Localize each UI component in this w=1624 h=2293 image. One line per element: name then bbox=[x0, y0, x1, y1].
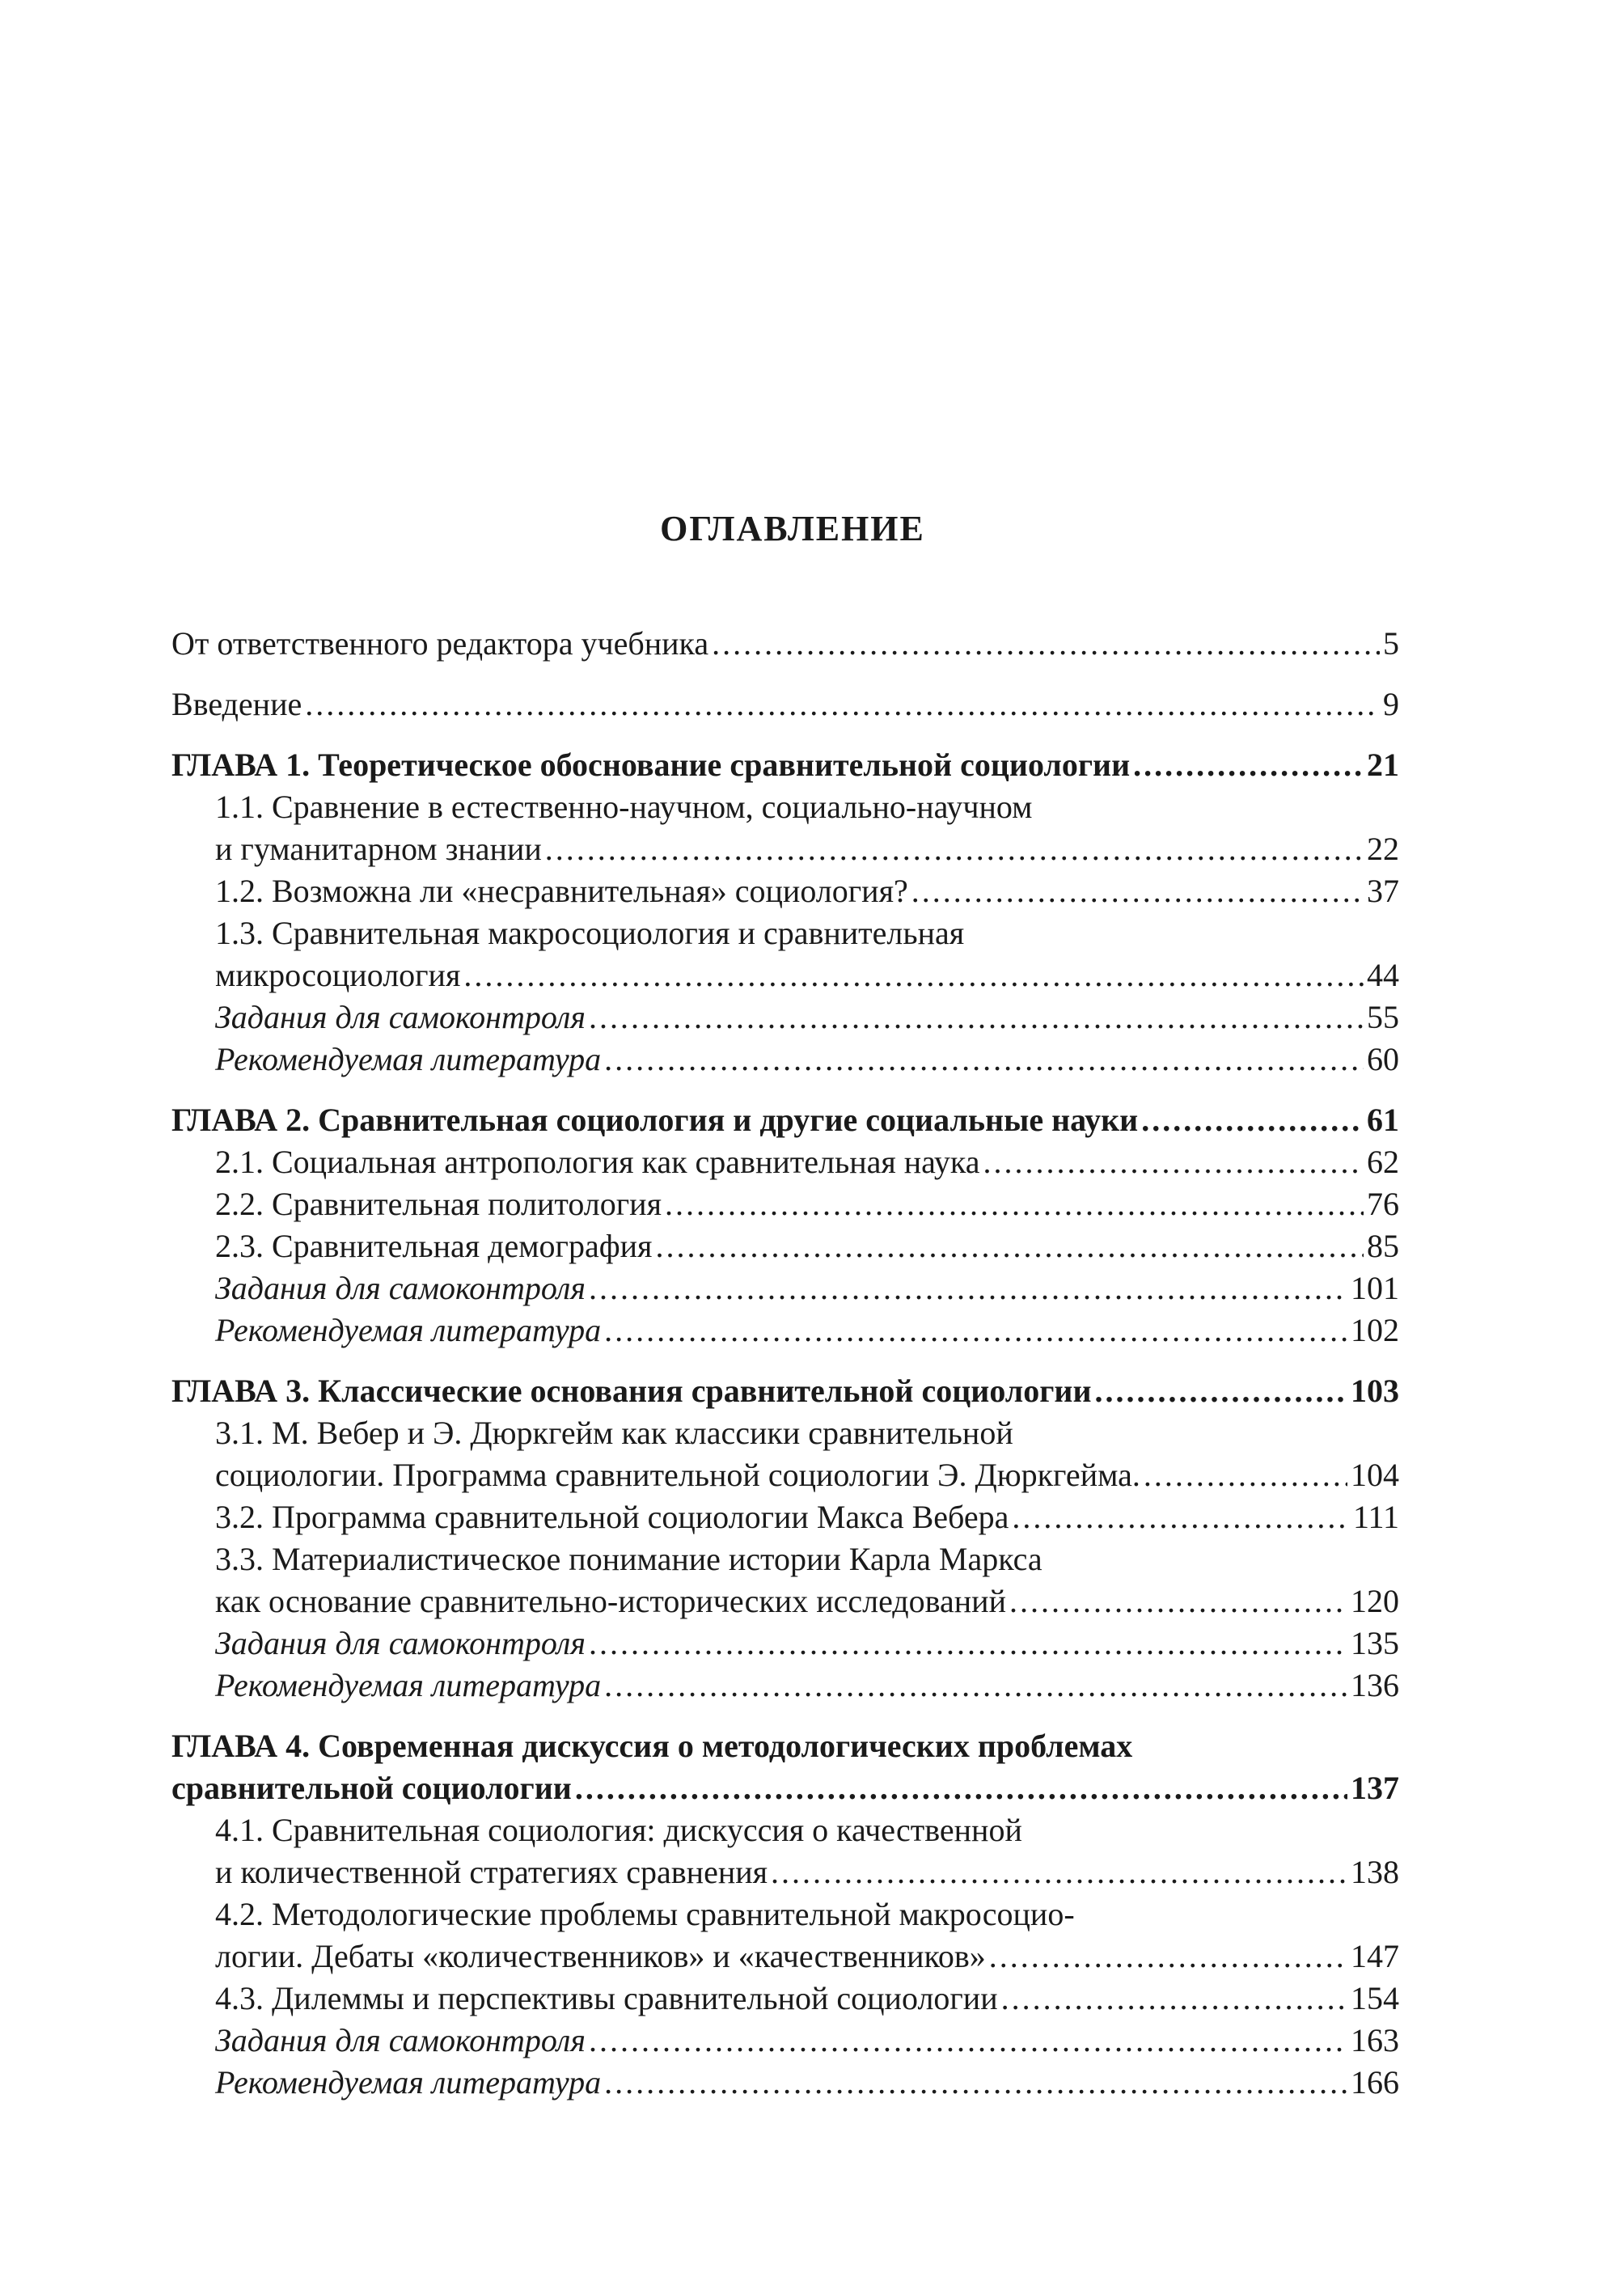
toc-entry-page: 22 bbox=[1367, 831, 1399, 867]
leader-dots bbox=[305, 683, 1380, 726]
chapter-heading[interactable] bbox=[171, 1370, 1399, 1412]
toc-entry-text: Рекомендуемая литература bbox=[215, 1041, 602, 1077]
toc-entry-text: Рекомендуемая литература bbox=[215, 1312, 602, 1348]
toc-entry[interactable] bbox=[171, 1141, 1399, 1183]
leader-dots bbox=[989, 1936, 1347, 1978]
toc-entry-text: социологии. Программа сравнительной социологии Э. Дюркгейма. bbox=[215, 1457, 1140, 1493]
chapter-heading[interactable] bbox=[171, 1099, 1399, 1141]
toc-entry-text: 1.2. Возможна ли «несравнительная» социология? bbox=[215, 873, 908, 909]
front-matter-intro bbox=[171, 683, 1399, 726]
leader-dots bbox=[1133, 744, 1364, 786]
leader-dots bbox=[604, 1665, 1347, 1707]
toc-entry-text: как основание сравнительно-исторических исследований bbox=[215, 1583, 1006, 1619]
toc-entry-text: 2.3. Сравнительная демография bbox=[215, 1228, 653, 1264]
toc-entry-literature[interactable] bbox=[171, 2062, 1399, 2104]
toc-entry-text: Рекомендуемая литература bbox=[215, 1667, 602, 1703]
toc-entry[interactable] bbox=[171, 912, 1399, 954]
chapter-3 bbox=[171, 1370, 1399, 1707]
chapter-heading[interactable] bbox=[171, 1725, 1399, 1767]
toc-entry-text: 1.1. Сравнение в естественно-научном, социально-научном bbox=[215, 789, 1033, 825]
toc-entry-text: Задания для самоконтроля bbox=[215, 1270, 586, 1306]
toc-entry[interactable] bbox=[171, 1851, 1399, 1893]
leader-dots bbox=[655, 1225, 1364, 1267]
toc-entry[interactable] bbox=[171, 1809, 1399, 1851]
toc-entry-text: 4.1. Сравнительная социология: дискуссия о качественной bbox=[215, 1812, 1022, 1848]
toc-entry-text: Задания для самоконтроля bbox=[215, 2022, 586, 2058]
toc-entry-introduction[interactable] bbox=[171, 683, 1399, 726]
toc-entry[interactable] bbox=[171, 1580, 1399, 1622]
toc-entry-page: 76 bbox=[1367, 1186, 1399, 1222]
chapter-heading-text: ГЛАВА 4. Современная дискуссия о методологических проблемах bbox=[171, 1728, 1133, 1764]
toc-entry-text: Введение bbox=[171, 686, 302, 722]
toc-entry-page: 55 bbox=[1367, 999, 1399, 1035]
front-matter bbox=[171, 623, 1399, 665]
toc-entry[interactable] bbox=[171, 828, 1399, 870]
toc-entry-page: 85 bbox=[1367, 1228, 1399, 1264]
toc-entry-self-check[interactable] bbox=[171, 1622, 1399, 1665]
toc-entry-page: 163 bbox=[1351, 2022, 1399, 2058]
chapter-heading-text: ГЛАВА 1. Теоретическое обоснование сравнительной социологии bbox=[171, 747, 1131, 783]
toc-entry-self-check[interactable] bbox=[171, 996, 1399, 1039]
toc-entry-page: 9 bbox=[1383, 686, 1399, 722]
leader-dots bbox=[1001, 1978, 1347, 2020]
toc-entry-text: 3.1. М. Вебер и Э. Дюркгейм как классики сравнительной bbox=[215, 1415, 1013, 1451]
chapter-page: 137 bbox=[1351, 1770, 1399, 1806]
leader-dots bbox=[712, 623, 1380, 665]
leader-dots bbox=[589, 1622, 1347, 1665]
toc-entry-self-check[interactable] bbox=[171, 2020, 1399, 2062]
toc-entry-page: 136 bbox=[1351, 1667, 1399, 1703]
leader-dots bbox=[1141, 1099, 1364, 1141]
toc-entry-text: Задания для самоконтроля bbox=[215, 999, 586, 1035]
leader-dots bbox=[911, 870, 1364, 912]
toc-entry-page: 5 bbox=[1383, 625, 1399, 662]
toc-entry-page: 101 bbox=[1351, 1270, 1399, 1306]
toc-entry-page: 135 bbox=[1351, 1625, 1399, 1661]
chapter-heading-text: ГЛАВА 3. Классические основания сравнительной социологии bbox=[171, 1373, 1092, 1409]
leader-dots bbox=[589, 1267, 1347, 1309]
toc-entry-text: Рекомендуемая литература bbox=[215, 2064, 602, 2101]
leader-dots bbox=[545, 828, 1364, 870]
toc-entry[interactable] bbox=[171, 1936, 1399, 1978]
chapter-heading[interactable] bbox=[171, 1767, 1399, 1809]
leader-dots bbox=[771, 1851, 1347, 1893]
leader-dots bbox=[665, 1183, 1364, 1225]
leader-dots bbox=[589, 2020, 1347, 2062]
toc-entry-page: 62 bbox=[1367, 1144, 1399, 1180]
leader-dots bbox=[463, 954, 1364, 996]
toc-entry[interactable] bbox=[171, 1454, 1399, 1496]
toc-entry[interactable] bbox=[171, 1412, 1399, 1454]
toc-entry-text: 2.2. Сравнительная политология bbox=[215, 1186, 662, 1222]
leader-dots bbox=[983, 1141, 1364, 1183]
toc-entry-text: микросоциология bbox=[215, 957, 461, 993]
toc-entry-page: 111 bbox=[1352, 1499, 1399, 1535]
table-of-contents bbox=[171, 623, 1399, 2122]
toc-entry-page: 120 bbox=[1351, 1583, 1399, 1619]
chapter-heading-text: сравнительной социологии bbox=[171, 1770, 572, 1806]
toc-entry-text: и гуманитарном знании bbox=[215, 831, 542, 867]
toc-entry[interactable] bbox=[171, 870, 1399, 912]
toc-entry-page: 60 bbox=[1367, 1041, 1399, 1077]
chapter-4 bbox=[171, 1725, 1399, 2104]
chapter-page: 21 bbox=[1367, 747, 1399, 783]
leader-dots bbox=[604, 1039, 1364, 1081]
toc-entry-page: 154 bbox=[1351, 1980, 1399, 2016]
toc-entry-editor-foreword[interactable] bbox=[171, 623, 1399, 665]
toc-entry-literature[interactable] bbox=[171, 1039, 1399, 1081]
leader-dots bbox=[604, 1309, 1347, 1352]
leader-dots bbox=[604, 2062, 1347, 2104]
toc-entry-page: 147 bbox=[1351, 1938, 1399, 1974]
toc-entry[interactable] bbox=[171, 1225, 1399, 1267]
toc-entry[interactable] bbox=[171, 1978, 1399, 2020]
toc-entry[interactable] bbox=[171, 1183, 1399, 1225]
leader-dots bbox=[1009, 1580, 1347, 1622]
toc-entry[interactable] bbox=[171, 954, 1399, 996]
toc-entry-text: и количественной стратегиях сравнения bbox=[215, 1854, 768, 1890]
chapter-page: 103 bbox=[1351, 1373, 1399, 1409]
leader-dots bbox=[1144, 1454, 1347, 1496]
chapter-page: 61 bbox=[1367, 1102, 1399, 1138]
toc-entry-text: 3.2. Программа сравнительной социологии Макса Вебера bbox=[215, 1499, 1009, 1535]
toc-entry-page: 102 bbox=[1351, 1312, 1399, 1348]
toc-entry-page: 138 bbox=[1351, 1854, 1399, 1890]
toc-entry-self-check[interactable] bbox=[171, 1267, 1399, 1309]
toc-entry-text: 1.3. Сравнительная макросоциология и сравнительная bbox=[215, 915, 965, 951]
toc-entry-text: 4.3. Дилеммы и перспективы сравнительной социологии bbox=[215, 1980, 998, 2016]
leader-dots bbox=[575, 1767, 1347, 1809]
toc-entry[interactable] bbox=[171, 1893, 1399, 1936]
toc-entry-page: 37 bbox=[1367, 873, 1399, 909]
toc-entry-text: Задания для самоконтроля bbox=[215, 1625, 586, 1661]
toc-entry-text: логии. Дебаты «количественников» и «качественников» bbox=[215, 1938, 986, 1974]
toc-entry-text: 2.1. Социальная антропология как сравнительная наука bbox=[215, 1144, 980, 1180]
toc-entry-literature[interactable] bbox=[171, 1665, 1399, 1707]
toc-entry-page: 44 bbox=[1367, 957, 1399, 993]
chapter-heading-text: ГЛАВА 2. Сравнительная социология и другие социальные науки bbox=[171, 1102, 1139, 1138]
chapter-heading[interactable] bbox=[171, 744, 1399, 786]
page-title: ОГЛАВЛЕНИЕ bbox=[660, 509, 925, 548]
toc-entry-literature[interactable] bbox=[171, 1309, 1399, 1352]
leader-dots bbox=[589, 996, 1364, 1039]
chapter-1 bbox=[171, 744, 1399, 1081]
leader-dots bbox=[1012, 1496, 1350, 1538]
toc-entry-text: От ответственного редактора учебника bbox=[171, 625, 709, 662]
toc-entry[interactable] bbox=[171, 786, 1399, 828]
toc-entry[interactable] bbox=[171, 1538, 1399, 1580]
leader-dots bbox=[1095, 1370, 1348, 1412]
toc-entry-text: 4.2. Методологические проблемы сравнительной макросоцио- bbox=[215, 1896, 1075, 1932]
toc-entry-text: 3.3. Материалистическое понимание истории Карла Маркса bbox=[215, 1541, 1042, 1577]
toc-entry[interactable] bbox=[171, 1496, 1399, 1538]
chapter-2 bbox=[171, 1099, 1399, 1352]
toc-entry-page: 104 bbox=[1351, 1457, 1399, 1493]
toc-entry-page: 166 bbox=[1351, 2064, 1399, 2101]
